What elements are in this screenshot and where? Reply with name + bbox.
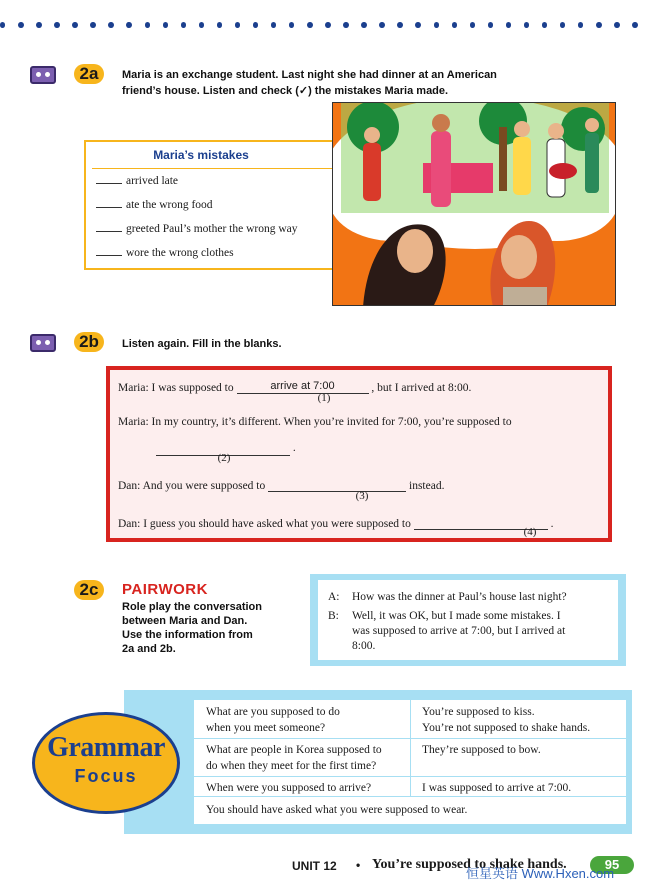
line-3: Dan: And you were supposed to instead. (118, 480, 445, 492)
dialogue-line: Well, it was OK, but I made some mistakes. I was supposed to arrive at 7:00, but I arrived at 8:00. (352, 610, 566, 652)
speaker-label: B: (328, 610, 339, 622)
divider (194, 776, 626, 777)
fill-in-box (106, 366, 612, 542)
cassette-icon (30, 334, 56, 352)
cassette-icon (30, 66, 56, 84)
answer-field-2[interactable]: . (156, 438, 296, 456)
line-1: Maria: I was supposed to arrive at 7:00 , but I arrived at 8:00. (118, 380, 472, 394)
instruction-2a: Maria is an exchange student. Last night she had dinner at an American friend’s house. Listen and check (✓) the mistakes Maria made. (122, 69, 497, 97)
watermark: 恒星英语 Www.Hxen.com (466, 866, 615, 881)
dotted-border (0, 18, 650, 32)
dinner-party-illustration (332, 102, 616, 306)
grammar-answer: I was supposed to arrive at 7:00. (422, 782, 572, 794)
instruction-2c: Role play the conversation between Maria and Dan. Use the information from 2a and 2b. (122, 601, 262, 655)
list-item[interactable]: wore the wrong clothes (96, 247, 234, 259)
focus-title: Focus (74, 766, 138, 786)
exercise-badge-2a: 2a (74, 64, 104, 84)
blank-number: (1) (317, 392, 331, 404)
speaker-label: A: (328, 591, 340, 603)
divider (92, 168, 332, 169)
grammar-question: What are you supposed to do when you meet someone? (206, 706, 340, 734)
divider (194, 738, 626, 739)
unit-label: UNIT 12 (292, 859, 337, 873)
answer-field-1[interactable]: arrive at 7:00 (237, 380, 369, 394)
unit-title: You’re supposed to shake hands. (372, 857, 567, 872)
dialogue-panel (318, 580, 618, 660)
mistakes-title: Maria’s mistakes (153, 148, 249, 162)
list-item[interactable]: greeted Paul’s mother the wrong way (96, 223, 298, 235)
list-item[interactable]: ate the wrong food (96, 199, 213, 211)
grammar-question: When were you supposed to arrive? (206, 782, 372, 794)
exercise-badge-2c: 2c (74, 580, 104, 600)
grammar-note: You should have asked what you were supposed to wear. (206, 804, 468, 816)
grammar-answer: They’re supposed to bow. (422, 744, 541, 756)
page-number: 95 (590, 856, 634, 874)
instruction-2b: Listen again. Fill in the blanks. (122, 338, 282, 350)
blank-number: (3) (355, 490, 369, 502)
blank-number: (4) (523, 526, 537, 538)
dialogue-box (310, 574, 626, 666)
mistakes-box (84, 140, 334, 270)
line-4: Dan: I guess you should have asked what you were supposed to . (118, 518, 554, 530)
dialogue-line: How was the dinner at Paul’s house last night? (352, 591, 567, 603)
bullet: • (356, 858, 361, 872)
divider (410, 700, 411, 796)
grammar-table (194, 700, 626, 824)
grammar-question: What are people in Korea supposed to do when they meet for the first time? (206, 744, 382, 772)
divider (194, 796, 626, 797)
grammar-title: Grammar (47, 732, 165, 763)
line-2: Maria: In my country, it’s different. When you’re invited for 7:00, you’re supposed to (118, 416, 512, 428)
list-item[interactable]: arrived late (96, 175, 178, 187)
pairwork-title: PAIRWORK (122, 581, 208, 598)
exercise-badge-2b: 2b (74, 332, 104, 352)
grammar-answer: You’re supposed to kiss. You’re not supposed to shake hands. (422, 706, 591, 734)
blank-number: (2) (217, 452, 231, 464)
answer-field-3[interactable] (268, 478, 406, 492)
